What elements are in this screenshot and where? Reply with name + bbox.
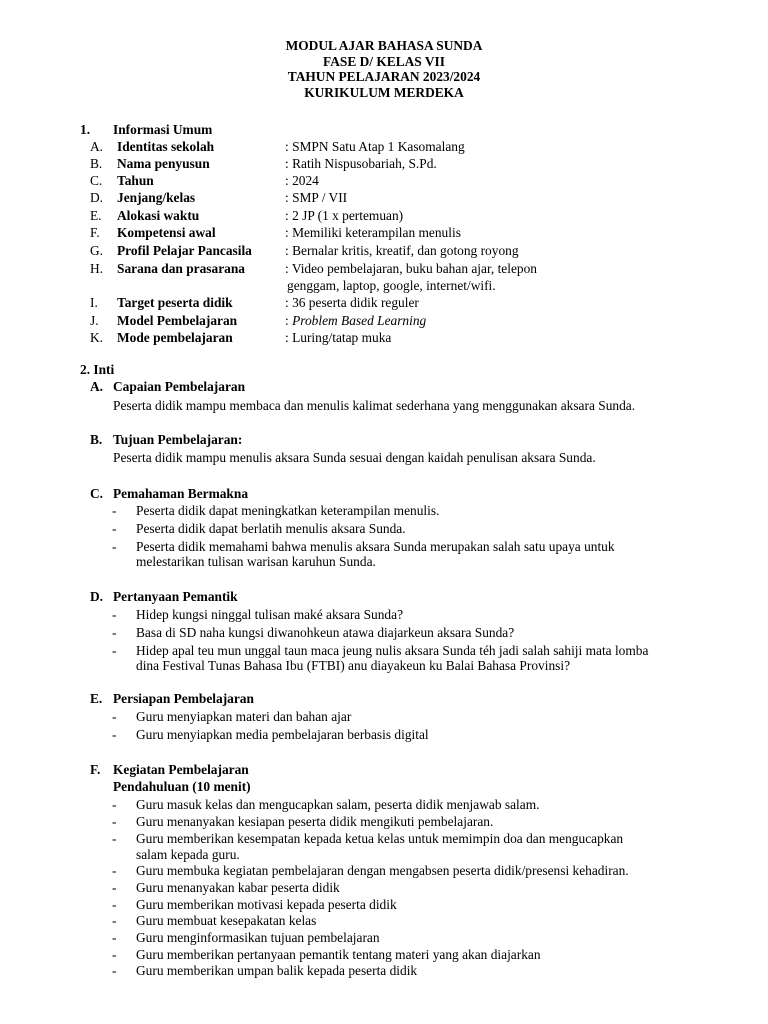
info-row-value: : Memiliki keterampilan menulis: [285, 225, 461, 240]
subsection-letter: C.: [90, 486, 104, 501]
list-item-continued: dina Festival Tunas Bahasa Ibu (FTBI) anu diayakeun ku Balai Bahasa Provinsi?: [136, 658, 571, 673]
subsection-text: Peserta didik mampu menulis aksara Sunda sesuai dengan kaidah penulisan aksara Sunda.: [113, 450, 596, 465]
subsection-letter: E.: [90, 691, 103, 706]
subsection-letter: D.: [90, 589, 104, 604]
bullet-dash: -: [112, 797, 117, 812]
subsection-title: Tujuan Pembelajaran:: [113, 432, 243, 447]
subsection-letter: B.: [90, 432, 103, 447]
info-row-label: Kompetensi awal: [117, 225, 216, 240]
info-row-letter: E.: [90, 208, 102, 223]
list-item: Guru memberikan umpan balik kepada peserta didik: [136, 963, 418, 978]
bullet-dash: -: [112, 897, 117, 912]
bullet-dash: -: [112, 727, 117, 742]
bullet-dash: -: [112, 831, 117, 846]
info-row-letter: J.: [90, 313, 99, 328]
info-row-label: Mode pembelajaran: [117, 330, 233, 345]
list-item-continued: salam kepada guru.: [136, 847, 240, 862]
bullet-dash: -: [112, 913, 117, 928]
list-item: Peserta didik memahami bahwa menulis aksara Sunda merupakan salah satu upaya untuk: [136, 539, 615, 554]
subsection-subtitle: Pendahuluan (10 menit): [113, 779, 251, 794]
bullet-dash: -: [112, 503, 117, 518]
info-row-label: Profil Pelajar Pancasila: [117, 243, 252, 258]
bullet-dash: -: [112, 625, 117, 640]
info-row-value: : SMP / VII: [285, 190, 348, 205]
info-row-letter: D.: [90, 190, 104, 205]
list-item: Guru masuk kelas dan mengucapkan salam, peserta didik menjawab salam.: [136, 797, 540, 812]
value-prefix: :: [285, 313, 293, 328]
info-row-letter: C.: [90, 173, 103, 188]
bullet-dash: -: [112, 880, 117, 895]
info-row-letter: K.: [90, 330, 104, 345]
info-row-letter: H.: [90, 261, 104, 276]
bullet-dash: -: [112, 947, 117, 962]
section1-title: Informasi Umum: [113, 122, 213, 137]
bullet-dash: -: [112, 814, 117, 829]
info-row-value: : Video pembelajaran, buku bahan ajar, telepon: [285, 261, 537, 276]
list-item: Guru menyiapkan materi dan bahan ajar: [136, 709, 352, 724]
list-item-continued: melestarikan tulisan warisan karuhun Sunda.: [136, 554, 376, 569]
subsection-title: Persiapan Pembelajaran: [113, 691, 254, 706]
bullet-dash: -: [112, 863, 117, 878]
info-row-letter: F.: [90, 225, 100, 240]
info-row-value: : Bernalar kritis, kreatif, dan gotong royong: [285, 243, 519, 258]
value-italic: Problem Based Learning: [292, 313, 427, 328]
info-row-value: : SMPN Satu Atap 1 Kasomalang: [285, 139, 465, 154]
info-row-letter: B.: [90, 156, 103, 171]
title-line-2: FASE D/ KELAS VII: [323, 53, 445, 69]
bullet-dash: -: [112, 643, 117, 658]
bullet-dash: -: [112, 963, 117, 978]
bullet-dash: -: [112, 539, 117, 554]
list-item: Guru membuat kesepakatan kelas: [136, 913, 317, 928]
subsection-text: Peserta didik mampu membaca dan menulis kalimat sederhana yang menggunakan aksara Sunda.: [113, 398, 636, 413]
bullet-dash: -: [112, 930, 117, 945]
list-item: Peserta didik dapat berlatih menulis aksara Sunda.: [136, 521, 406, 536]
info-row-label: Alokasi waktu: [117, 208, 200, 223]
info-row-label: Target peserta didik: [117, 295, 233, 310]
info-row-value: : Luring/tatap muka: [285, 330, 392, 345]
list-item: Guru menyiapkan media pembelajaran berbasis digital: [136, 727, 429, 742]
section1-number: 1.: [80, 122, 91, 137]
list-item: Hidep apal teu mun unggal taun maca jeung nulis aksara Sunda téh jadi salah sahiji mata lomba: [136, 643, 649, 658]
bullet-dash: -: [112, 521, 117, 536]
subsection-title: Kegiatan Pembelajaran: [113, 762, 249, 777]
info-row-letter: A.: [90, 139, 104, 154]
info-row-label: Sarana dan prasarana: [117, 261, 245, 276]
subsection-title: Pemahaman Bermakna: [113, 486, 249, 501]
bullet-dash: -: [112, 709, 117, 724]
bullet-dash: -: [112, 607, 117, 622]
info-row-value-continued: genggam, laptop, google, internet/wifi.: [287, 278, 496, 293]
info-row-letter: G.: [90, 243, 104, 258]
document-title: [0, 38, 768, 100]
list-item: Guru memberikan motivasi kepada peserta didik: [136, 897, 397, 912]
info-row-value: [285, 312, 426, 329]
subsection-title: Pertanyaan Pemantik: [113, 589, 238, 604]
subsection-letter: F.: [90, 762, 101, 777]
info-row-label: Tahun: [117, 173, 154, 188]
info-row-value: : 2024: [285, 173, 319, 188]
list-item: Guru menginformasikan tujuan pembelajaran: [136, 930, 380, 945]
list-item: Peserta didik dapat meningkatkan keterampilan menulis.: [136, 503, 440, 518]
list-item: Guru memberikan pertanyaan pemantik tentang materi yang akan diajarkan: [136, 947, 541, 962]
info-row-value: : 36 peserta didik reguler: [285, 295, 419, 310]
list-item: Guru menanyakan kesiapan peserta didik mengikuti pembelajaran.: [136, 814, 494, 829]
list-item: Hidep kungsi ninggal tulisan maké aksara Sunda?: [136, 607, 404, 622]
list-item: Guru membuka kegiatan pembelajaran dengan mengabsen peserta didik/presensi kehadiran.: [136, 863, 629, 878]
info-row-letter: I.: [90, 295, 98, 310]
list-item: Guru memberikan kesempatan kepada ketua kelas untuk memimpin doa dan mengucapkan: [136, 831, 624, 846]
list-item: Guru menanyakan kabar peserta didik: [136, 880, 340, 895]
title-line-3: TAHUN PELAJARAN 2023/2024: [287, 69, 481, 84]
section2-title: 2. Inti: [80, 362, 115, 377]
info-row-label: Model Pembelajaran: [117, 313, 238, 328]
info-row-label: Nama penyusun: [117, 156, 210, 171]
info-row-label: Jenjang/kelas: [117, 190, 196, 205]
info-row-label: Identitas sekolah: [117, 139, 215, 154]
subsection-letter: A.: [90, 379, 104, 394]
list-item: Basa di SD naha kungsi diwanohkeun atawa diajarkeun aksara Sunda?: [136, 625, 515, 640]
subsection-title: Capaian Pembelajaran: [113, 379, 246, 394]
title-line-1: MODUL AJAR BAHASA SUNDA: [285, 38, 483, 53]
title-line-4: KURIKULUM MERDEKA: [304, 84, 464, 100]
info-row-value: : Ratih Nispusobariah, S.Pd.: [285, 156, 437, 171]
info-row-value: : 2 JP (1 x pertemuan): [285, 208, 404, 223]
